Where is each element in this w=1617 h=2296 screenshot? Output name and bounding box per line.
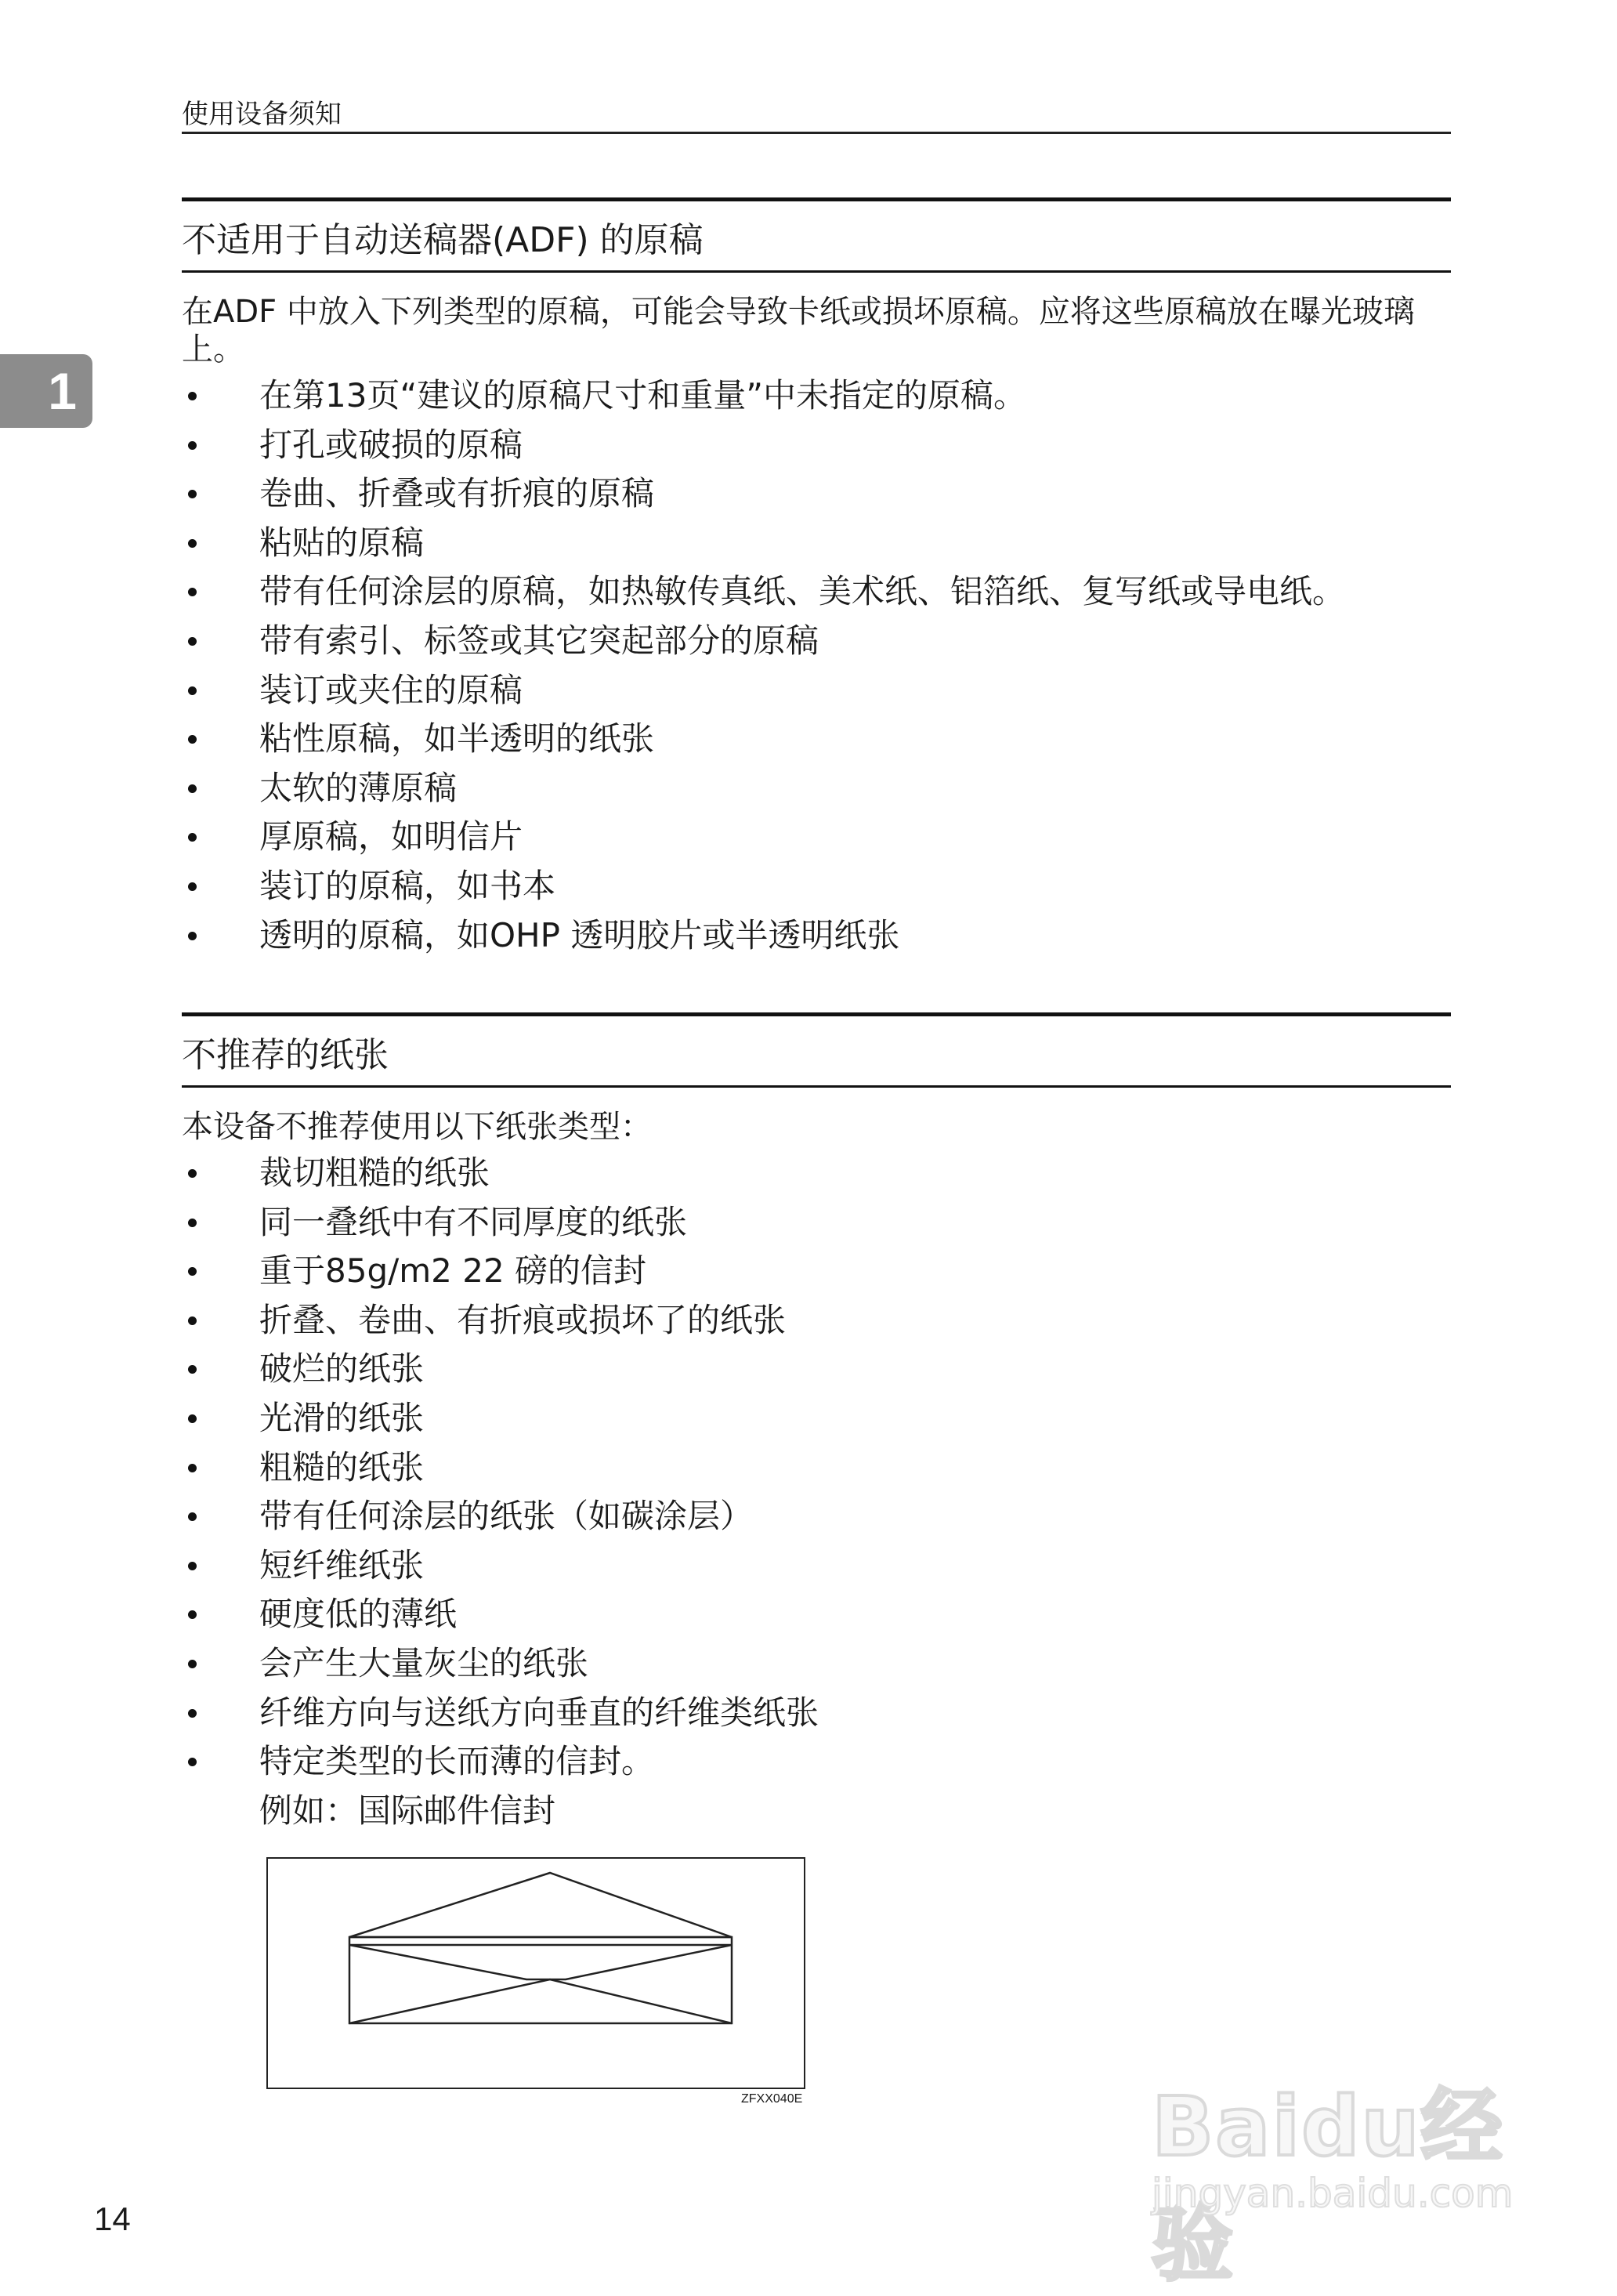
list-item: 折叠、卷曲、有折痕或损坏了的纸张 <box>182 1296 1451 1345</box>
bullet-icon <box>188 833 197 842</box>
list-item: 粗糙的纸张 <box>182 1443 1451 1493</box>
list-item: 在第13页“建议的原稿尺寸和重量”中未指定的原稿。 <box>182 371 1451 421</box>
list-item: 带有索引、标签或其它突起部分的原稿 <box>182 617 1451 666</box>
list-item: 透明的原稿，如OHP 透明胶片或半透明纸张 <box>182 911 1451 961</box>
list-item: 带有任何涂层的纸张（如碳涂层） <box>182 1492 1451 1541</box>
list-item: 同一叠纸中有不同厚度的纸张 <box>182 1198 1451 1248</box>
watermark-brand: Baidu经验 <box>1152 2079 1504 2292</box>
list-item: 会产生大量灰尘的纸张 <box>182 1639 1451 1689</box>
list-item: 纤维方向与送纸方向垂直的纤维类纸张 <box>182 1689 1451 1738</box>
list-item: 卷曲、折叠或有折痕的原稿 <box>182 469 1451 519</box>
section-intro: 本设备不推荐使用以下纸张类型： <box>182 1109 652 1145</box>
bullet-icon <box>188 735 197 744</box>
bullet-icon <box>188 1267 197 1276</box>
bullet-icon <box>188 490 197 498</box>
example-text: 例如：国际邮件信封 <box>259 1791 556 1830</box>
list-item: 太软的薄原稿 <box>182 764 1451 813</box>
list-item: 硬度低的薄纸 <box>182 1590 1451 1639</box>
bullet-icon <box>188 588 197 596</box>
bullet-icon <box>188 1219 197 1227</box>
bullet-icon <box>188 882 197 891</box>
list-item: 光滑的纸张 <box>182 1394 1451 1443</box>
bullet-list <box>182 371 1451 960</box>
running-header: 使用设备须知 <box>182 99 342 130</box>
list-item: 装订或夹住的原稿 <box>182 666 1451 715</box>
list-item: 特定类型的长而薄的信封。 <box>182 1737 1451 1787</box>
page-number: 14 <box>94 2200 131 2237</box>
list-item: 裁切粗糙的纸张 <box>182 1149 1451 1198</box>
bullet-icon <box>188 1562 197 1570</box>
bullet-icon <box>188 539 197 548</box>
bullet-icon <box>188 1758 197 1766</box>
figure-code: ZFXX040E <box>741 2092 803 2106</box>
envelope-flap <box>349 1873 732 1937</box>
bullet-icon <box>188 686 197 695</box>
bullet-list <box>182 1149 1451 1787</box>
watermark-url: jingyan.baidu.com <box>1152 2171 1514 2216</box>
envelope-top-fold <box>349 1945 732 1979</box>
chapter-tab: 1 <box>0 354 92 428</box>
list-item: 带有任何涂层的原稿，如热敏传真纸、美术纸、铝箔纸、复写纸或导电纸。 <box>182 567 1451 617</box>
bullet-icon <box>188 637 197 646</box>
section-intro: 在ADF 中放入下列类型的原稿，可能会导致卡纸或损坏原稿。应将这些原稿放在曝光玻璃上。 <box>182 294 1415 368</box>
bullet-icon <box>188 932 197 940</box>
bullet-icon <box>188 1316 197 1325</box>
list-item: 短纤维纸张 <box>182 1541 1451 1591</box>
section-title: 不适用于自动送稿器(ADF) 的原稿 <box>182 201 1451 273</box>
bullet-icon <box>188 1169 197 1178</box>
section-unrecommended-paper <box>182 1012 1451 1835</box>
list-item: 粘性原稿，如半透明的纸张 <box>182 715 1451 764</box>
section-adf-originals <box>182 197 1451 960</box>
bullet-icon <box>188 1709 197 1718</box>
list-item: 厚原稿，如明信片 <box>182 813 1451 862</box>
list-item: 打孔或破损的原稿 <box>182 421 1451 470</box>
bullet-icon <box>188 784 197 793</box>
list-item: 破烂的纸张 <box>182 1345 1451 1394</box>
bullet-icon <box>188 1464 197 1472</box>
bullet-icon <box>188 441 197 450</box>
envelope-figure <box>266 1857 805 2089</box>
envelope-bottom-fold <box>349 1979 732 2023</box>
list-item: 装订的原稿，如书本 <box>182 862 1451 911</box>
bullet-icon <box>188 1414 197 1423</box>
bullet-icon <box>188 1365 197 1374</box>
section-title: 不推荐的纸张 <box>182 1016 1451 1088</box>
list-item: 重于85g/m2 22 磅的信封 <box>182 1247 1451 1296</box>
bullet-icon <box>188 1512 197 1521</box>
bullet-icon <box>188 1610 197 1619</box>
bullet-icon <box>188 1660 197 1668</box>
watermark-logo <box>1136 2037 1575 2292</box>
bullet-icon <box>188 392 197 400</box>
envelope-illustration <box>268 1859 804 2088</box>
header-rule <box>182 132 1451 134</box>
list-item: 粘贴的原稿 <box>182 519 1451 568</box>
